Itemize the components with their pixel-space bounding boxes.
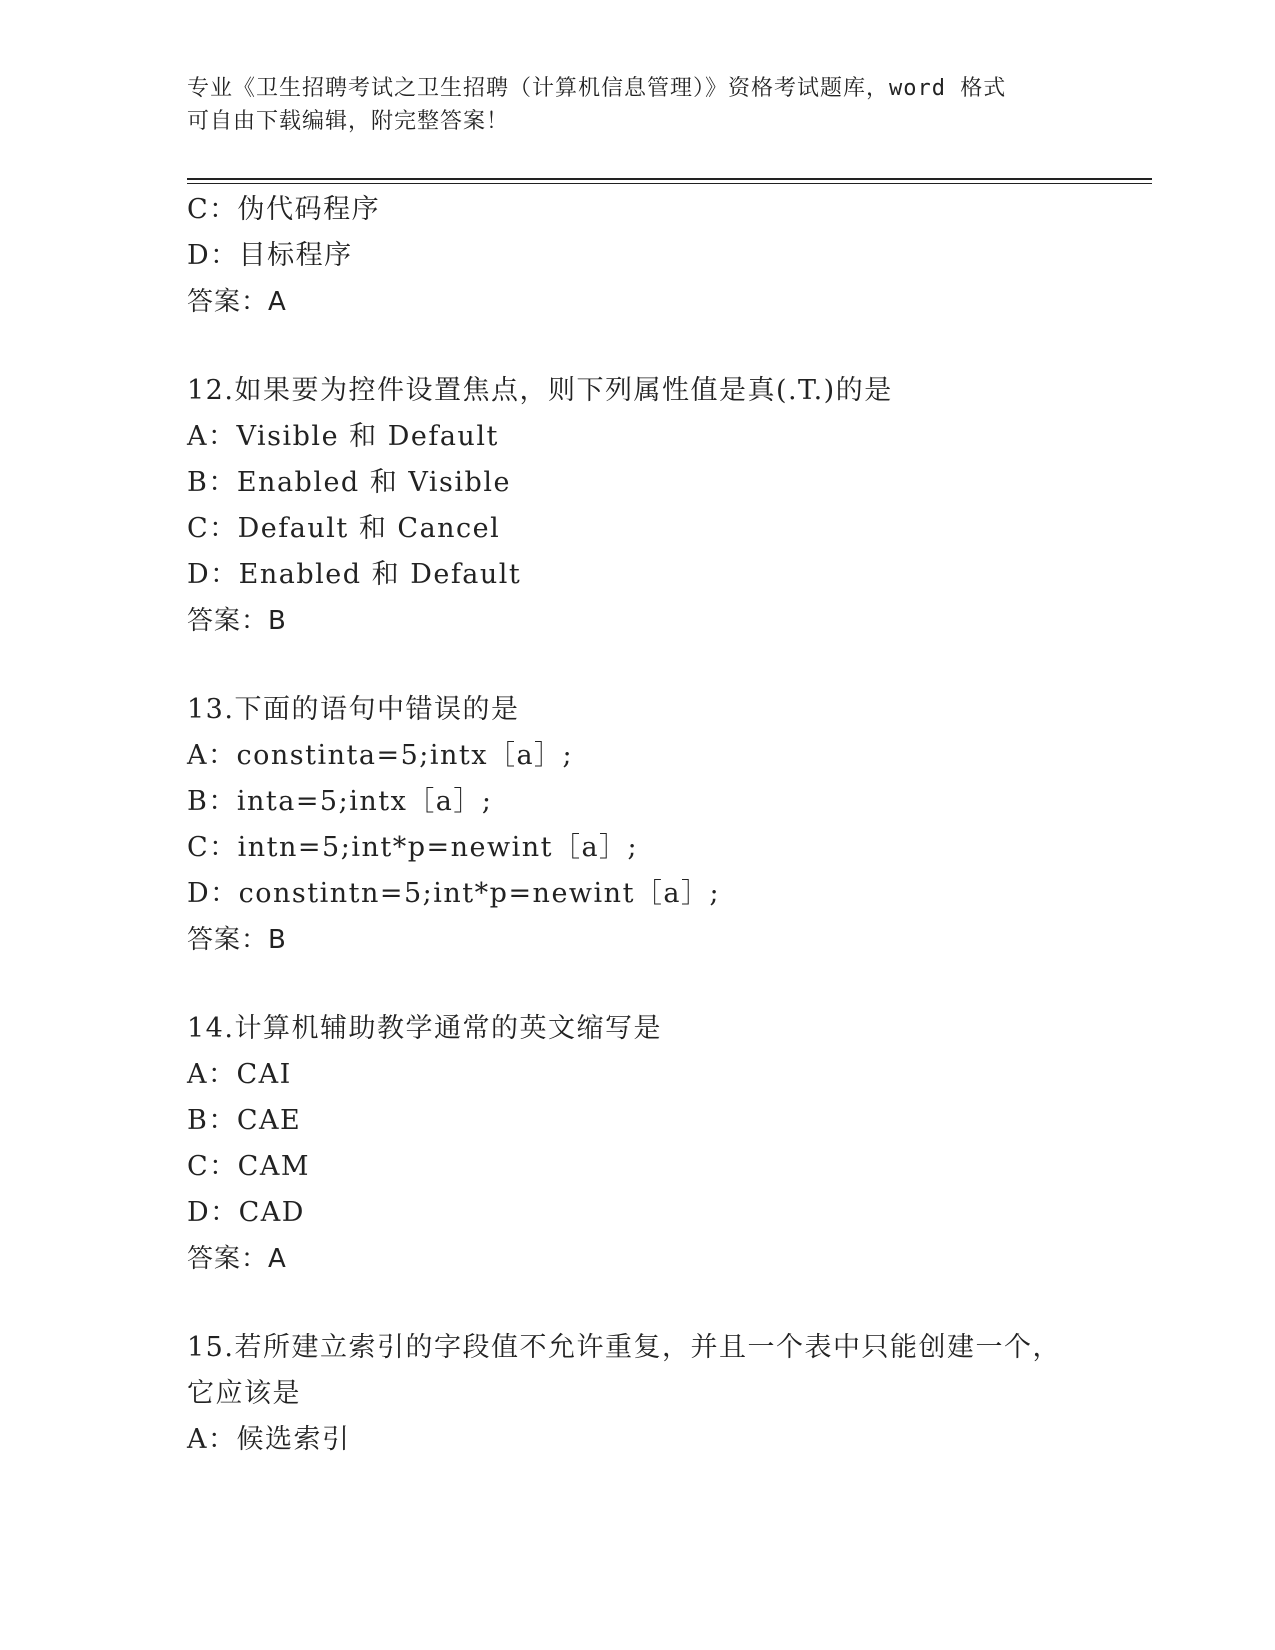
q11-option-c: C：伪代码程序 (187, 194, 381, 225)
document-header (187, 72, 1087, 138)
q14-option-d: D：CAD (187, 1197, 305, 1228)
q11-answer: 答案：A (187, 287, 287, 317)
q13-option-c: C：intn=5;int*p=newint［a］; (187, 832, 639, 863)
q12-question: 12.如果要为控件设置焦点，则下列属性值是真(.T.)的是 (187, 375, 893, 406)
spacer (187, 1282, 1147, 1325)
q15-question-line-2: 它应该是 (187, 1378, 301, 1409)
q14-option-b: B：CAE (187, 1105, 302, 1136)
question-list (187, 187, 1147, 1463)
q14-question: 14.计算机辅助教学通常的英文缩写是 (187, 1013, 662, 1044)
q13-option-d: D：constintn=5;int*p=newint［a］; (187, 878, 721, 909)
question-13 (187, 687, 1147, 963)
q11-option-d: D：目标程序 (187, 240, 353, 271)
spacer (187, 644, 1147, 687)
q12-option-c: C：Default 和 Cancel (187, 513, 501, 544)
q14-option-c: C：CAM (187, 1151, 310, 1182)
question-15 (187, 1325, 1147, 1463)
q12-option-a: A：Visible 和 Default (187, 421, 499, 452)
header-line-1: 专业《卫生招聘考试之卫生招聘（计算机信息管理）》资格考试题库，word 格式 (187, 76, 1007, 101)
q13-option-b: B：inta=5;intx［a］; (187, 786, 493, 817)
q12-answer: 答案：B (187, 606, 287, 636)
question-12 (187, 368, 1147, 644)
q13-answer: 答案：B (187, 925, 287, 955)
q15-option-a: A：候选索引 (187, 1424, 351, 1455)
header-divider-thick (187, 178, 1152, 180)
question-14 (187, 1006, 1147, 1282)
q12-option-b: B：Enabled 和 Visible (187, 467, 511, 498)
q14-answer: 答案：A (187, 1244, 287, 1274)
header-line-2: 可自由下载编辑，附完整答案！ (187, 109, 510, 134)
q13-question: 13.下面的语句中错误的是 (187, 694, 520, 725)
header-divider-thin (187, 183, 1152, 184)
q13-option-a: A：constinta=5;intx［a］; (187, 740, 574, 771)
q12-option-d: D：Enabled 和 Default (187, 559, 522, 590)
q14-option-a: A：CAI (187, 1059, 292, 1090)
question-11 (187, 187, 1147, 325)
spacer (187, 963, 1147, 1006)
spacer (187, 325, 1147, 368)
q15-question-line-1: 15.若所建立索引的字段值不允许重复，并且一个表中只能创建一个， (187, 1332, 1061, 1363)
